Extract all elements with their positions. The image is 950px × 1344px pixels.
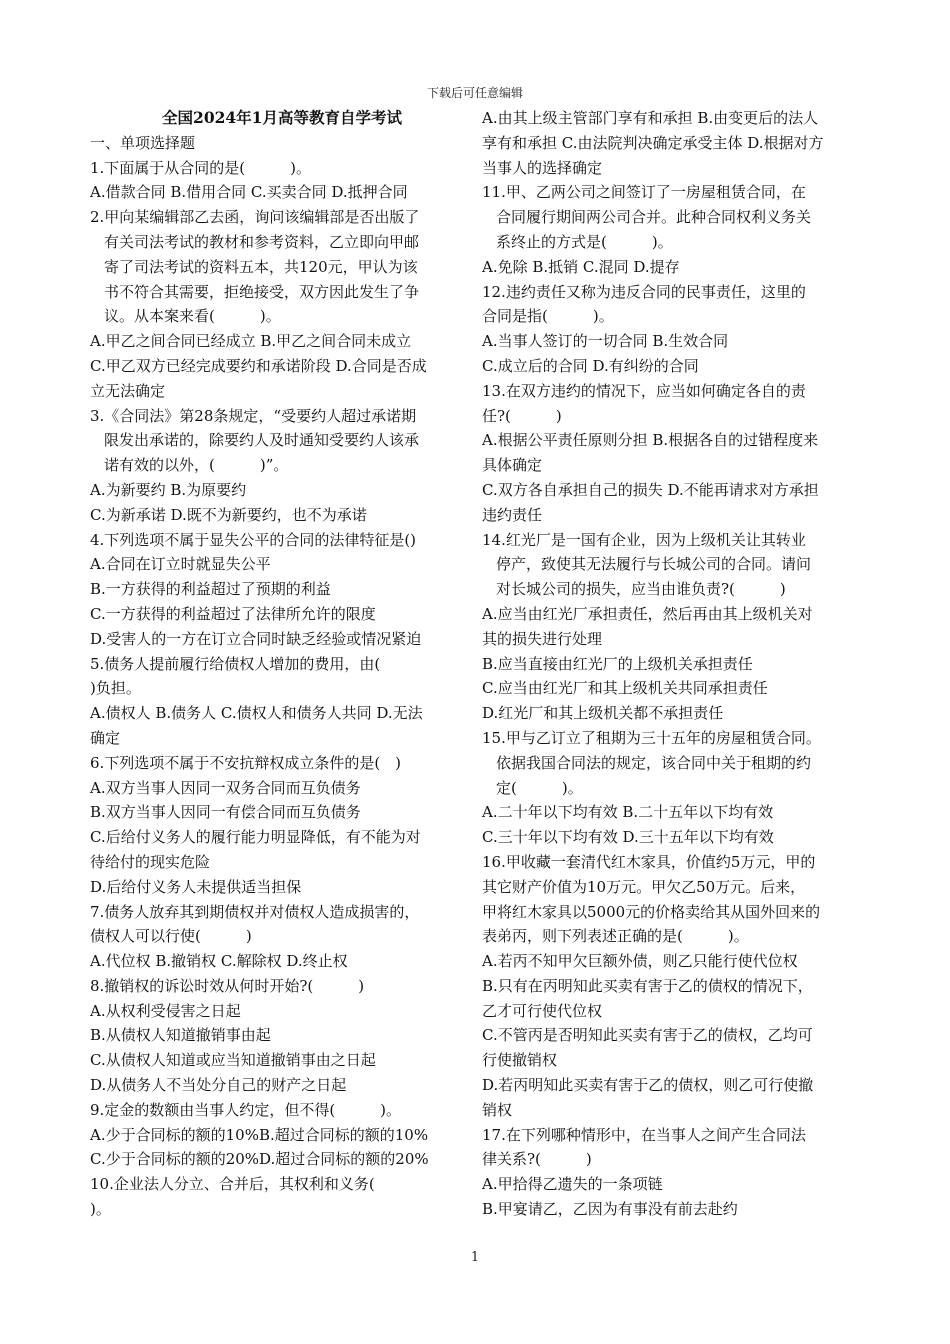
text-line: 诺有效的以外，( )”。 (104, 456, 289, 475)
text-line: D.后给付义务人未提供适当担保 (90, 877, 302, 896)
text-line: 乙才可行使代位权 (482, 1001, 603, 1020)
text-line: 律关系?( ) (482, 1150, 592, 1169)
text-line: D.红光厂和其上级机关都不承担责任 (482, 704, 724, 723)
exam-title: 全国2024年1月高等教育自学考试 (162, 108, 402, 127)
text-line: 甲将红木家具以5000元的价格卖给其从国外回来的 (482, 902, 821, 921)
text-line: 行使撤销权 (482, 1051, 558, 1070)
text-line: 系终止的方式是( )。 (496, 232, 673, 251)
text-line: A.少于合同标的额的10%B.超过合同标的额的10% (90, 1125, 429, 1144)
text-line: B.只有在丙明知此买卖有害于乙的债权的情况下， (482, 976, 813, 995)
text-line: 其它财产价值为10万元。甲欠乙50万元。后来， (482, 877, 806, 896)
text-line: 5.债务人提前履行给债权人增加的费用，由( (90, 654, 381, 673)
text-line: 限发出承诺的，除要约人及时通知受要约人该承 (104, 431, 420, 450)
text-line: 有关司法考试的教材和参考资料，乙立即向甲邮 (104, 232, 420, 251)
text-line: A.借款合同 B.借用合同 C.买卖合同 D.抵押合同 (90, 183, 408, 202)
text-line: A.免除 B.抵销 C.混同 D.提存 (482, 257, 680, 276)
text-line: A.甲拾得乙遗失的一条项链 (482, 1175, 663, 1194)
text-line: C.不管丙是否明知此买卖有害于乙的债权，乙均可 (482, 1026, 813, 1045)
text-line: 合同履行期间两公司合并。此种合同权利义务关 (496, 208, 812, 227)
text-line: 14.红光厂是一国有企业，因为上级机关让其转业 (482, 530, 806, 549)
text-line: 17.在下列哪种情形中，在当事人之间产生合同法 (482, 1125, 806, 1144)
text-line: 对长城公司的损失，应当由谁负责?( ) (496, 580, 786, 599)
text-line: 债权人可以行使( ) (90, 927, 252, 946)
text-line: C.双方各自承担自己的损失 D.不能再请求对方承担 (482, 480, 819, 499)
text-line: )。 (90, 1200, 111, 1219)
text-line: 表弟丙，则下列表述正确的是( )。 (482, 927, 749, 946)
text-line: 立无法确定 (90, 381, 166, 400)
text-line: 2.甲向某编辑部乙去函，询问该编辑部是否出版了 (90, 208, 420, 227)
text-line: C.少于合同标的额的20%D.超过合同标的额的20% (90, 1150, 429, 1169)
text-line: A.甲乙之间合同已经成立 B.甲乙之间合同未成立 (90, 332, 412, 351)
text-line: D.从债务人不当处分自己的财产之日起 (90, 1076, 347, 1095)
text-line: 议。从本案来看( )。 (104, 307, 281, 326)
text-line: A.应当由红光厂承担责任，然后再由其上级机关对 (482, 604, 813, 623)
text-line: 当事人的选择确定 (482, 158, 603, 177)
text-line: 具体确定 (482, 456, 543, 475)
text-line: D.受害人的一方在订立合同时缺乏经验或情况紧迫 (90, 629, 422, 648)
text-line: A.二十年以下均有效 B.二十五年以下均有效 (482, 803, 774, 822)
text-line: C.应当由红光厂和其上级机关共同承担责任 (482, 679, 768, 698)
page-header: 下载后可任意编辑 (426, 86, 523, 100)
text-line: 违约责任 (482, 505, 543, 524)
text-line: 3.《合同法》第28条规定，“受要约人超过承诺期 (90, 406, 417, 425)
text-line: 其的损失进行处理 (482, 629, 603, 648)
text-line: A.代位权 B.撤销权 C.解除权 D.终止权 (90, 952, 348, 971)
text-line: 10.企业法人分立、合并后，其权利和义务( (90, 1175, 375, 1194)
text-line: 一、单项选择题 (90, 133, 196, 152)
right-column (482, 106, 870, 1222)
text-line: A.债权人 B.债务人 C.债权人和债务人共同 D.无法 (90, 704, 423, 723)
text-line: B.双方当事人因同一有偿合同而互负债务 (90, 803, 361, 822)
text-line: A.为新要约 B.为原要约 (90, 480, 247, 499)
text-line: 4.下列选项不属于显失公平的合同的法律特征是() (90, 530, 417, 549)
text-line: B.一方获得的利益超过了预期的利益 (90, 580, 331, 599)
text-line: A.双方当事人因同一双务合同而互负债务 (90, 778, 361, 797)
text-line: C.甲乙双方已经完成要约和承诺阶段 D.合同是否成 (90, 356, 427, 375)
text-line: 15.甲与乙订立了租期为三十五年的房屋租赁合同。 (482, 728, 821, 747)
text-line: 确定 (90, 728, 121, 747)
text-line: C.一方获得的利益超过了法律所允许的限度 (90, 604, 376, 623)
text-line: 依据我国合同法的规定，该合同中关于租期的约 (496, 753, 812, 772)
text-line: 9.定金的数额由当事人约定，但不得( )。 (90, 1100, 402, 1119)
text-line: C.成立后的合同 D.有纠纷的合同 (482, 356, 699, 375)
text-line: B.从债权人知道撤销事由起 (90, 1026, 271, 1045)
text-line: 享有和承担 C.由法院判决确定承受主体 D.根据对方 (482, 133, 824, 152)
text-line: 8.撤销权的诉讼时效从何时开始?( ) (90, 976, 365, 995)
text-line: 待给付的现实危险 (90, 852, 211, 871)
text-line: B.甲宴请乙，乙因为有事没有前去赴约 (482, 1200, 738, 1219)
text-line: )负担。 (90, 679, 141, 698)
text-line: A.合同在订立时就显失公平 (90, 555, 271, 574)
text-line: C.为新承诺 D.既不为新要约，也不为承诺 (90, 505, 367, 524)
text-line: 合同是指( )。 (482, 307, 614, 326)
text-line: C.后给付义务人的履行能力明显降低，有不能为对 (90, 828, 421, 847)
text-line: 16.甲收藏一套清代红木家具，价值约5万元，甲的 (482, 852, 816, 871)
text-line: A.根据公平责任原则分担 B.根据各自的过错程度来 (482, 431, 819, 450)
text-line: 销权 (482, 1100, 513, 1119)
text-line: C.三十年以下均有效 D.三十五年以下均有效 (482, 828, 774, 847)
text-line: B.应当直接由红光厂的上级机关承担责任 (482, 654, 753, 673)
text-line: 停产，致使其无法履行与长城公司的合同。请问 (496, 555, 812, 574)
text-line: A.由其上级主管部门享有和承担 B.由变更后的法人 (482, 109, 819, 127)
text-line: 13.在双方违约的情况下，应当如何确定各自的责 (482, 381, 806, 400)
text-line: A.若丙不知甲欠巨额外债，则乙只能行使代位权 (482, 952, 798, 971)
text-line: 12.违约责任又称为违反合同的民事责任，这里的 (482, 282, 806, 301)
text-line: 定( )。 (496, 778, 583, 797)
text-line: C.从债权人知道或应当知道撤销事由之日起 (90, 1051, 376, 1070)
left-column (90, 106, 474, 1222)
text-line: 任?( ) (482, 406, 562, 425)
page-number: 1 (470, 1250, 480, 1265)
text-line: 1.下面属于从合同的是( )。 (90, 158, 312, 177)
text-line: 6.下列选项不属于不安抗辩权成立条件的是( ) (90, 753, 402, 772)
text-line: 11.甲、乙两公司之间签订了一房屋租赁合同，在 (482, 183, 806, 202)
text-line: A.当事人签订的一切合同 B.生效合同 (482, 332, 729, 351)
text-line: 书不符合其需要，拒绝接受，双方因此发生了争 (104, 282, 420, 301)
text-line: D.若丙明知此买卖有害于乙的债权，则乙可行使撤 (482, 1076, 814, 1095)
text-line: 7.债务人放弃其到期债权并对债权人造成损害的， (90, 902, 420, 921)
text-line: A.从权利受侵害之日起 (90, 1001, 241, 1020)
text-line: 寄了司法考试的资料五本，共120元，甲认为该 (104, 257, 418, 276)
